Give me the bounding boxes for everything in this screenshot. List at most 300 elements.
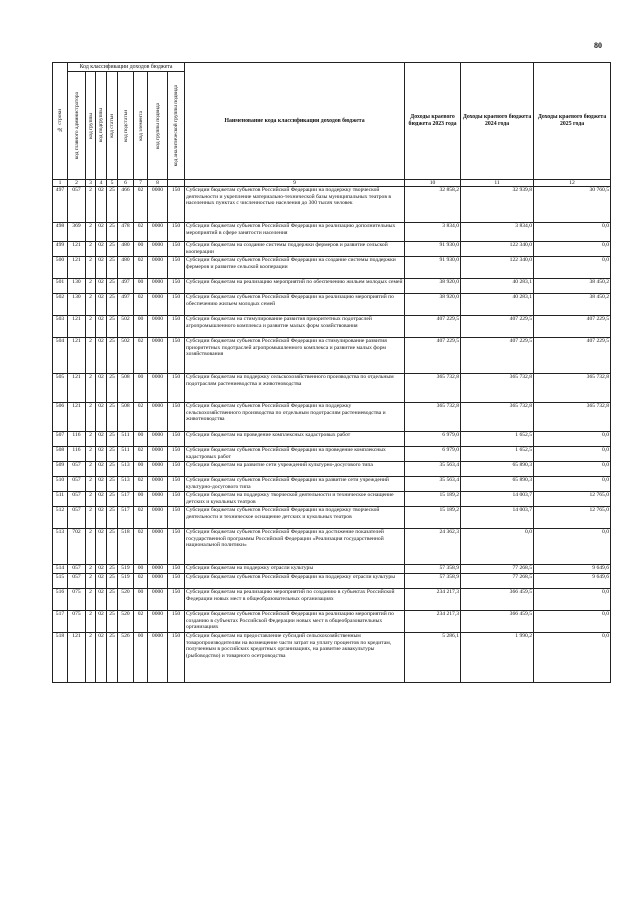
subtype-group-code-cell: 0000 — [148, 565, 168, 574]
subarticle-code-cell: 520 — [118, 611, 134, 633]
group-code-cell: 2 — [86, 574, 96, 589]
code-col-label: код аналитической группы подвида — [173, 84, 180, 167]
subgroup-code-cell: 02 — [96, 447, 107, 462]
amount-2023-cell: 234 217,3 — [405, 589, 461, 611]
income-name-cell: Субсидии бюджетам субъектов Российской Федерации на реализацию мероприятий по обеспечению жильем молодых семей — [185, 294, 405, 316]
amount-2024-cell: 407 229,5 — [461, 338, 534, 374]
code-subtype-group-header — [148, 72, 168, 180]
article-code-cell: 25 — [107, 374, 118, 403]
amount-2023-header: Доходы краевого бюджета 2023 года — [405, 63, 461, 180]
subgroup-code-cell: 02 — [96, 574, 107, 589]
income-name-cell: Субсидии бюджетам на создание системы поддержки фермеров и развитие сельской кооперации — [185, 242, 405, 257]
subgroup-code-cell: 02 — [96, 242, 107, 257]
income-name-cell: Субсидии бюджетам на развитие сети учреждений культурно-досугового типа — [185, 462, 405, 477]
table-row — [53, 565, 611, 574]
row-number-cell: 503 — [53, 316, 68, 338]
amount-2025-header: Доходы краевого бюджета 2025 года — [534, 63, 611, 180]
article-code-cell: 25 — [107, 633, 118, 683]
income-name-cell: Субсидии бюджетам субъектов Российской Федерации на поддержку творческой деятельности и укрепление материально-технической базы муниципальных театров в населенных пунктах с численностью населения до 300 тысяч человек — [185, 187, 405, 223]
article-code-cell: 25 — [107, 257, 118, 279]
amount-2024-cell: 65 890,3 — [461, 477, 534, 492]
amount-2023-cell: 234 217,3 — [405, 611, 461, 633]
income-name-cell: Субсидии бюджетам субъектов Российской Федерации на реализацию мероприятий по созданию в субъектах Российской Федерации новых мест в общеобразовательных организациях — [185, 611, 405, 633]
amount-2023-cell: 38 920,0 — [405, 294, 461, 316]
income-name-cell: Субсидии бюджетам субъектов Российской Федерации на развитие сети учреждений культурно-досугового типа — [185, 477, 405, 492]
analytic-group-code-cell: 150 — [168, 187, 185, 223]
element-code-cell: 00 — [134, 565, 148, 574]
row-number-cell: 508 — [53, 447, 68, 462]
element-code-cell: 02 — [134, 574, 148, 589]
subtype-group-code-cell: 0000 — [148, 223, 168, 242]
income-name-cell: Субсидии бюджетам на поддержку творческой деятельности и техническое оснащение детских и кукольных театров — [185, 492, 405, 507]
subtype-group-code-cell: 0000 — [148, 374, 168, 403]
subarticle-code-cell: 511 — [118, 432, 134, 447]
row-number-cell: 511 — [53, 492, 68, 507]
income-name-cell: Субсидии бюджетам субъектов Российской Федерации на создание системы поддержки фермеров и развитие сельской кооперации — [185, 257, 405, 279]
amount-2025-cell: 0,0 — [534, 462, 611, 477]
income-name-cell: Субсидии бюджетам субъектов Российской Федерации на стимулирование развития приоритетных подотраслей агропромышленного комплекса и развитие малых форм хозяйствования — [185, 338, 405, 374]
code-col-label: код подстатьи — [122, 109, 129, 142]
column-number: 2 — [68, 180, 86, 187]
element-code-cell: 02 — [134, 257, 148, 279]
amount-2024-cell: 0,0 — [461, 529, 534, 565]
subgroup-code-cell: 02 — [96, 223, 107, 242]
article-code-cell: 25 — [107, 223, 118, 242]
amount-2023-cell: 57 358,9 — [405, 574, 461, 589]
group-code-cell: 2 — [86, 279, 96, 294]
amount-2024-cell: 122 340,0 — [461, 257, 534, 279]
amount-2023-cell: 38 920,0 — [405, 279, 461, 294]
amount-2023-cell: 35 563,4 — [405, 462, 461, 477]
admin-code-cell: 369 — [68, 223, 86, 242]
amount-2023-cell: 15 189,2 — [405, 507, 461, 529]
analytic-group-code-cell: 150 — [168, 565, 185, 574]
amount-2023-cell: 15 189,2 — [405, 492, 461, 507]
amount-2024-cell: 32 939,8 — [461, 187, 534, 223]
code-col-label: код главного администратора — [73, 91, 80, 160]
group-code-cell: 2 — [86, 257, 96, 279]
analytic-group-code-cell: 150 — [168, 589, 185, 611]
subarticle-code-cell: 480 — [118, 242, 134, 257]
amount-2023-cell: 5 286,1 — [405, 633, 461, 683]
element-code-cell: 02 — [134, 294, 148, 316]
amount-2025-cell: 0,0 — [534, 477, 611, 492]
article-code-cell: 25 — [107, 432, 118, 447]
subtype-group-code-cell: 0000 — [148, 432, 168, 447]
group-code-cell: 2 — [86, 565, 96, 574]
row-number-cell: 502 — [53, 294, 68, 316]
subtype-group-code-cell: 0000 — [148, 316, 168, 338]
income-name-cell: Субсидии бюджетам на поддержку сельскохозяйственного производства по отдельным подотраслям растениеводства и животноводства — [185, 374, 405, 403]
table-row — [53, 257, 611, 279]
income-name-cell: Субсидии бюджетам субъектов Российской Федерации на проведение комплексных кадастровых работ — [185, 447, 405, 462]
admin-code-cell: 121 — [68, 257, 86, 279]
amount-2025-cell: 38 450,2 — [534, 279, 611, 294]
subarticle-code-cell: 480 — [118, 257, 134, 279]
amount-2025-cell: 12 765,0 — [534, 507, 611, 529]
article-code-cell: 25 — [107, 477, 118, 492]
amount-2024-cell: 1 652,5 — [461, 432, 534, 447]
column-number: 11 — [461, 180, 534, 187]
income-name-cell: Субсидии бюджетам субъектов Российской Федерации на реализацию дополнительных мероприятий в сфере занятости населения — [185, 223, 405, 242]
admin-code-cell: 121 — [68, 338, 86, 374]
amount-2025-cell: 0,0 — [534, 223, 611, 242]
article-code-cell: 25 — [107, 589, 118, 611]
subgroup-code-cell: 02 — [96, 477, 107, 492]
subarticle-code-cell: 513 — [118, 477, 134, 492]
table-row — [53, 403, 611, 432]
element-code-cell: 00 — [134, 374, 148, 403]
table-row — [53, 279, 611, 294]
element-code-cell: 02 — [134, 338, 148, 374]
row-number-cell: 517 — [53, 611, 68, 633]
code-admin-header — [68, 72, 86, 180]
code-col-label: код группы — [87, 112, 94, 139]
amount-2024-cell: 77 268,5 — [461, 565, 534, 574]
table-row — [53, 374, 611, 403]
element-code-cell: 00 — [134, 633, 148, 683]
table-row — [53, 529, 611, 565]
amount-2024-cell: 14 003,7 — [461, 492, 534, 507]
group-code-cell: 2 — [86, 477, 96, 492]
amount-2023-cell: 35 563,4 — [405, 477, 461, 492]
subtype-group-code-cell: 0000 — [148, 611, 168, 633]
amount-2024-cell: 14 003,7 — [461, 507, 534, 529]
table-row — [53, 492, 611, 507]
analytic-group-code-cell: 150 — [168, 242, 185, 257]
row-number-cell: 504 — [53, 338, 68, 374]
code-article-header — [107, 72, 118, 180]
subgroup-code-cell: 02 — [96, 257, 107, 279]
amount-2023-cell: 365 732,8 — [405, 403, 461, 432]
column-number: 3 — [86, 180, 96, 187]
column-number — [168, 180, 185, 187]
admin-code-cell: 130 — [68, 294, 86, 316]
subgroup-code-cell: 02 — [96, 279, 107, 294]
analytic-group-code-cell: 150 — [168, 574, 185, 589]
amount-2025-cell: 9 649,6 — [534, 565, 611, 574]
admin-code-cell: 057 — [68, 507, 86, 529]
column-number: 1 — [53, 180, 68, 187]
amount-2025-cell: 407 229,5 — [534, 316, 611, 338]
code-group-header — [86, 72, 96, 180]
amount-2025-cell: 9 649,6 — [534, 574, 611, 589]
income-name-cell: Субсидии бюджетам на стимулирование развития приоритетных подотраслей агропромышленного комплекса и развитие малых форм хозяйствования — [185, 316, 405, 338]
subarticle-code-cell: 519 — [118, 574, 134, 589]
analytic-group-code-cell: 150 — [168, 403, 185, 432]
subgroup-code-cell: 02 — [96, 529, 107, 565]
table-row — [53, 432, 611, 447]
code-analytic-group-header — [168, 72, 185, 180]
article-code-cell: 25 — [107, 507, 118, 529]
column-number: 9 — [185, 180, 405, 187]
amount-2024-cell: 407 229,5 — [461, 316, 534, 338]
group-code-cell: 2 — [86, 374, 96, 403]
column-number-row — [53, 180, 611, 187]
subtype-group-code-cell: 0000 — [148, 187, 168, 223]
subgroup-code-cell: 02 — [96, 633, 107, 683]
subtype-group-code-cell: 0000 — [148, 403, 168, 432]
code-col-label: код группы подвида — [154, 102, 161, 149]
subgroup-code-cell: 02 — [96, 403, 107, 432]
code-subarticle-header — [118, 72, 134, 180]
subgroup-code-cell: 02 — [96, 565, 107, 574]
subarticle-code-cell: 497 — [118, 279, 134, 294]
amount-2024-cell: 1 990,2 — [461, 633, 534, 683]
group-code-cell: 2 — [86, 633, 96, 683]
admin-code-cell: 121 — [68, 316, 86, 338]
amount-2023-cell: 407 229,5 — [405, 316, 461, 338]
group-code-cell: 2 — [86, 447, 96, 462]
amount-2025-cell: 0,0 — [534, 447, 611, 462]
column-number: 8 — [148, 180, 168, 187]
table-row — [53, 294, 611, 316]
admin-code-cell: 121 — [68, 242, 86, 257]
income-name-cell: Субсидии бюджетам на проведение комплексных кадастровых работ — [185, 432, 405, 447]
analytic-group-code-cell: 150 — [168, 492, 185, 507]
subtype-group-code-cell: 0000 — [148, 492, 168, 507]
amount-2024-cell: 65 890,3 — [461, 462, 534, 477]
row-number-cell: 513 — [53, 529, 68, 565]
article-code-cell: 25 — [107, 187, 118, 223]
analytic-group-code-cell: 150 — [168, 279, 185, 294]
table-row — [53, 633, 611, 683]
income-name-cell: Субсидии бюджетам на реализацию мероприятий по созданию в субъектах Российской Федерации новых мест в общеобразовательных организациях — [185, 589, 405, 611]
article-code-cell: 25 — [107, 529, 118, 565]
subarticle-code-cell: 520 — [118, 589, 134, 611]
subtype-group-code-cell: 0000 — [148, 529, 168, 565]
amount-2023-cell: 91 930,0 — [405, 242, 461, 257]
amount-2024-cell: 40 283,1 — [461, 279, 534, 294]
table-row — [53, 242, 611, 257]
column-number: 4 — [96, 180, 107, 187]
row-number-cell: 518 — [53, 633, 68, 683]
amount-2025-cell: 407 229,5 — [534, 338, 611, 374]
table-row — [53, 507, 611, 529]
subtype-group-code-cell: 0000 — [148, 338, 168, 374]
admin-code-cell: 702 — [68, 529, 86, 565]
admin-code-cell: 116 — [68, 447, 86, 462]
table-row — [53, 316, 611, 338]
amount-2024-cell: 77 268,5 — [461, 574, 534, 589]
subarticle-code-cell: 519 — [118, 565, 134, 574]
group-code-cell: 2 — [86, 187, 96, 223]
income-name-cell: Субсидии бюджетам на поддержку отрасли культуры — [185, 565, 405, 574]
group-code-cell: 2 — [86, 507, 96, 529]
subarticle-code-cell: 518 — [118, 529, 134, 565]
column-number: 10 — [405, 180, 461, 187]
code-element-header — [134, 72, 148, 180]
row-number-cell: 501 — [53, 279, 68, 294]
income-name-cell: Субсидии бюджетам субъектов Российской Федерации на поддержку сельскохозяйственного производства по отдельным подотраслям растениеводства и животноводства — [185, 403, 405, 432]
amount-2025-cell: 0,0 — [534, 589, 611, 611]
admin-code-cell: 121 — [68, 403, 86, 432]
amount-2025-cell: 365 732,8 — [534, 374, 611, 403]
group-code-cell: 2 — [86, 242, 96, 257]
table-header — [53, 63, 611, 187]
subarticle-code-cell: 502 — [118, 338, 134, 374]
element-code-cell: 02 — [134, 447, 148, 462]
code-col-label: код статьи — [109, 113, 115, 138]
analytic-group-code-cell: 150 — [168, 507, 185, 529]
article-code-cell: 25 — [107, 611, 118, 633]
admin-code-cell: 057 — [68, 187, 86, 223]
subgroup-code-cell: 02 — [96, 316, 107, 338]
group-code-cell: 2 — [86, 316, 96, 338]
article-code-cell: 25 — [107, 574, 118, 589]
amount-2024-header: Доходы краевого бюджета 2024 года — [461, 63, 534, 180]
subgroup-code-cell: 02 — [96, 294, 107, 316]
row-number-cell: 509 — [53, 462, 68, 477]
element-code-cell: 02 — [134, 507, 148, 529]
article-code-cell: 25 — [107, 279, 118, 294]
row-number-cell: 499 — [53, 242, 68, 257]
subtype-group-code-cell: 0000 — [148, 279, 168, 294]
subtype-group-code-cell: 0000 — [148, 242, 168, 257]
amount-2025-cell: 0,0 — [534, 529, 611, 565]
row-number-cell: 510 — [53, 477, 68, 492]
code-col-label: код подгруппы — [98, 108, 104, 143]
row-number-header — [53, 63, 68, 180]
subgroup-code-cell: 02 — [96, 611, 107, 633]
admin-code-cell: 121 — [68, 633, 86, 683]
subtype-group-code-cell: 0000 — [148, 462, 168, 477]
analytic-group-code-cell: 150 — [168, 633, 185, 683]
subarticle-code-cell: 508 — [118, 374, 134, 403]
subarticle-code-cell: 497 — [118, 294, 134, 316]
subarticle-code-cell: 502 — [118, 316, 134, 338]
table-row — [53, 611, 611, 633]
subtype-group-code-cell: 0000 — [148, 257, 168, 279]
group-code-cell: 2 — [86, 294, 96, 316]
subarticle-code-cell: 517 — [118, 492, 134, 507]
row-number-cell: 514 — [53, 565, 68, 574]
row-number-cell: 498 — [53, 223, 68, 242]
amount-2023-cell: 24 362,3 — [405, 529, 461, 565]
element-code-cell: 00 — [134, 462, 148, 477]
article-code-cell: 25 — [107, 294, 118, 316]
column-number: 7 — [134, 180, 148, 187]
income-name-cell: Субсидии бюджетам субъектов Российской Федерации на поддержку творческой деятельности и техническое оснащение детских и кукольных театров — [185, 507, 405, 529]
analytic-group-code-cell: 150 — [168, 447, 185, 462]
article-code-cell: 25 — [107, 338, 118, 374]
classification-group-header: Код классификации доходов бюджета — [68, 63, 185, 72]
article-code-cell: 25 — [107, 403, 118, 432]
table-row — [53, 187, 611, 223]
row-number-header-label: № строки — [57, 109, 63, 133]
element-code-cell: 00 — [134, 589, 148, 611]
subarticle-code-cell: 466 — [118, 187, 134, 223]
row-number-cell: 505 — [53, 374, 68, 403]
analytic-group-code-cell: 150 — [168, 611, 185, 633]
revenue-table-container — [52, 62, 610, 683]
amount-2024-cell: 122 340,0 — [461, 242, 534, 257]
subarticle-code-cell: 513 — [118, 462, 134, 477]
admin-code-cell: 130 — [68, 279, 86, 294]
amount-2023-cell: 57 358,9 — [405, 565, 461, 574]
page-number: 80 — [594, 41, 602, 50]
analytic-group-code-cell: 150 — [168, 316, 185, 338]
group-code-cell: 2 — [86, 529, 96, 565]
name-header: Наименование кода классификации доходов бюджета — [185, 63, 405, 180]
element-code-cell: 02 — [134, 611, 148, 633]
subgroup-code-cell: 02 — [96, 492, 107, 507]
element-code-cell: 02 — [134, 187, 148, 223]
article-code-cell: 25 — [107, 462, 118, 477]
amount-2025-cell: 365 732,8 — [534, 403, 611, 432]
amount-2025-cell: 0,0 — [534, 633, 611, 683]
subtype-group-code-cell: 0000 — [148, 633, 168, 683]
element-code-cell: 00 — [134, 242, 148, 257]
table-row — [53, 477, 611, 492]
row-number-cell: 516 — [53, 589, 68, 611]
admin-code-cell: 075 — [68, 611, 86, 633]
amount-2023-cell: 91 930,0 — [405, 257, 461, 279]
income-name-cell: Субсидии бюджетам субъектов Российской Федерации на поддержку отрасли культуры — [185, 574, 405, 589]
element-code-cell: 00 — [134, 316, 148, 338]
subtype-group-code-cell: 0000 — [148, 589, 168, 611]
column-number: 5 — [107, 180, 118, 187]
amount-2025-cell: 38 450,2 — [534, 294, 611, 316]
subgroup-code-cell: 02 — [96, 462, 107, 477]
analytic-group-code-cell: 150 — [168, 294, 185, 316]
row-number-cell: 500 — [53, 257, 68, 279]
article-code-cell: 25 — [107, 447, 118, 462]
admin-code-cell: 075 — [68, 589, 86, 611]
group-code-cell: 2 — [86, 403, 96, 432]
table-row — [53, 338, 611, 374]
subarticle-code-cell: 478 — [118, 223, 134, 242]
amount-2024-cell: 366 459,5 — [461, 589, 534, 611]
admin-code-cell: 057 — [68, 477, 86, 492]
admin-code-cell: 057 — [68, 574, 86, 589]
code-col-label: код элемента — [137, 110, 144, 141]
analytic-group-code-cell: 150 — [168, 477, 185, 492]
element-code-cell: 02 — [134, 477, 148, 492]
subgroup-code-cell: 02 — [96, 507, 107, 529]
article-code-cell: 25 — [107, 242, 118, 257]
admin-code-cell: 057 — [68, 492, 86, 507]
element-code-cell: 02 — [134, 223, 148, 242]
analytic-group-code-cell: 150 — [168, 462, 185, 477]
row-number-cell: 506 — [53, 403, 68, 432]
group-code-cell: 2 — [86, 589, 96, 611]
admin-code-cell: 057 — [68, 565, 86, 574]
table-row — [53, 223, 611, 242]
column-number: 6 — [118, 180, 134, 187]
article-code-cell: 25 — [107, 565, 118, 574]
group-code-cell: 2 — [86, 611, 96, 633]
amount-2024-cell: 365 732,8 — [461, 403, 534, 432]
income-name-cell: Субсидии бюджетам на реализацию мероприятий по обеспечению жильем молодых семей — [185, 279, 405, 294]
admin-code-cell: 057 — [68, 462, 86, 477]
subtype-group-code-cell: 0000 — [148, 477, 168, 492]
amount-2024-cell: 40 283,1 — [461, 294, 534, 316]
analytic-group-code-cell: 150 — [168, 374, 185, 403]
table-row — [53, 574, 611, 589]
row-number-cell: 515 — [53, 574, 68, 589]
subarticle-code-cell: 526 — [118, 633, 134, 683]
amount-2023-cell: 407 229,5 — [405, 338, 461, 374]
row-number-cell: 507 — [53, 432, 68, 447]
amount-2024-cell: 365 732,8 — [461, 374, 534, 403]
income-name-cell: Субсидии бюджетам на предоставление субсидий сельскохозяйственным товаропроизводителям на возмещение части затрат на уплату процентов по кредитам, полученным в российских кредитных организациях, на развитие аквакультуры (рыбоводство) и товарного осетроводства — [185, 633, 405, 683]
subgroup-code-cell: 02 — [96, 589, 107, 611]
element-code-cell: 00 — [134, 492, 148, 507]
row-number-cell: 512 — [53, 507, 68, 529]
subgroup-code-cell: 02 — [96, 338, 107, 374]
amount-2025-cell: 12 765,0 — [534, 492, 611, 507]
